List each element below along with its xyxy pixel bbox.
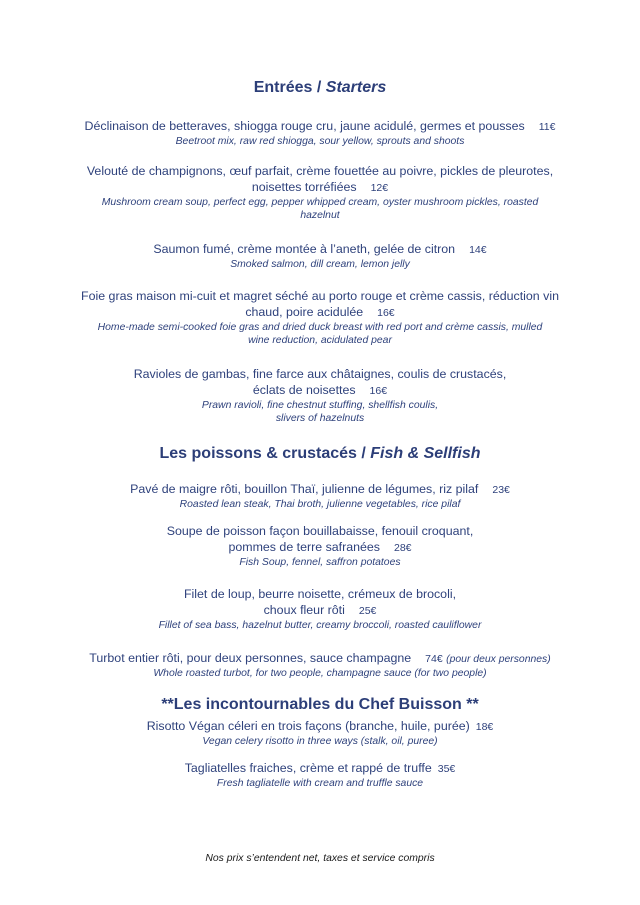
dish-name-en: Smoked salmon, dill cream, lemon jelly xyxy=(230,259,410,270)
menu-item-betteraves xyxy=(60,118,580,148)
menu-item-veloute xyxy=(80,163,560,222)
dish-name-en: Vegan celery risotto in three ways (stalk, oil, puree) xyxy=(202,736,438,747)
dish-name-fr: Velouté de champignons, œuf parfait, crème fouettée au poivre, pickles de pleurotes, xyxy=(86,164,554,178)
dish-name-fr: Pavé de maigre rôti, bouillon Thaï, julienne de légumes, riz pilaf xyxy=(130,482,479,496)
menu-item-tagliatelles xyxy=(80,760,560,790)
dish-name-en-cont: hazelnut xyxy=(300,210,340,221)
dish-price: 23€ xyxy=(492,484,510,496)
dish-name-en: Fresh tagliatelle with cream and truffle sauce xyxy=(216,778,424,789)
section-title-chef: **Les incontournables du Chef Buisson ** xyxy=(161,696,479,713)
section-title-fish: Les poissons & crustacés / Fish & Sellfish xyxy=(159,445,481,462)
dish-price: 12€ xyxy=(370,182,389,194)
dish-name-fr: Soupe de poisson façon bouillabaisse, fenouil croquant, xyxy=(166,524,474,538)
dish-name-fr-cont: éclats de noisettes xyxy=(252,383,356,397)
dish-price: 16€ xyxy=(369,385,388,397)
menu-item-ravioles xyxy=(80,366,560,425)
dish-name-en: Mushroom cream soup, perfect egg, pepper whipped cream, oyster mushroom pickles, roasted xyxy=(101,197,539,208)
menu-item-saumon xyxy=(80,241,560,271)
dish-name-fr-cont: choux fleur rôti xyxy=(263,603,345,617)
menu-item-soupe-poisson xyxy=(80,523,560,569)
dish-name-fr: Tagliatelles fraiches, crème et rappé de truffe xyxy=(184,761,432,775)
footer-note: Nos prix s’entendent net, taxes et service compris xyxy=(205,853,435,864)
dish-name-en: Fish Soup, fennel, saffron potatoes xyxy=(239,557,401,568)
menu-item-loup xyxy=(80,586,560,632)
dish-name-fr: Filet de loup, beurre noisette, crémeux de brocoli, xyxy=(183,587,457,601)
dish-price: 16€ xyxy=(377,307,395,319)
dish-name-en-cont: slivers of hazelnuts xyxy=(275,413,365,424)
dish-name-en: Beetroot mix, raw red shiogga, sour yellow, sprouts and shoots xyxy=(175,136,465,147)
menu-item-risotto xyxy=(80,718,560,748)
dish-name-fr: Foie gras maison mi-cuit et magret séché au porto rouge et crème cassis, réduction vin xyxy=(81,289,559,303)
dish-price: 11€ xyxy=(538,121,556,133)
dish-name-fr-cont: chaud, poire acidulée xyxy=(245,305,364,319)
menu-item-foie-gras xyxy=(80,288,560,347)
dish-name-en: Home-made semi-cooked foie gras and dried duck breast with red port and crème cassis, mulled xyxy=(97,322,543,333)
dish-name-fr-cont: noisettes torréfiées xyxy=(251,180,357,194)
dish-price: 35€ xyxy=(437,763,456,775)
dish-name-en-cont: wine reduction, acidulated pear xyxy=(248,335,392,346)
dish-name-fr: Turbot entier rôti, pour deux personnes, sauce champagne xyxy=(89,651,412,665)
dish-price: 74€ xyxy=(425,653,443,665)
dish-name-en: Roasted lean steak, Thai broth, julienne vegetables, rice pilaf xyxy=(179,499,461,510)
menu-item-turbot xyxy=(40,650,600,680)
dish-price: 18€ xyxy=(475,721,494,733)
menu-item-maigre xyxy=(80,481,560,511)
dish-price-note: (pour deux personnes) xyxy=(446,654,551,665)
dish-price: 28€ xyxy=(393,542,412,554)
dish-name-en: Prawn ravioli, fine chestnut stuffing, shellfish coulis, xyxy=(201,400,439,411)
dish-price: 25€ xyxy=(358,605,377,617)
dish-name-en: Fillet of sea bass, hazelnut butter, creamy broccoli, roasted cauliflower xyxy=(158,620,482,631)
dish-name-fr: Saumon fumé, crème montée à l’aneth, gelée de citron xyxy=(153,242,456,256)
dish-name-fr: Risotto Végan céleri en trois façons (branche, huile, purée) xyxy=(146,719,470,733)
dish-name-fr-cont: pommes de terre safranées xyxy=(228,540,380,554)
section-title-starters: Entrées / Starters xyxy=(253,79,387,96)
dish-name-fr: Ravioles de gambas, fine farce aux châtaignes, coulis de crustacés, xyxy=(133,367,507,381)
dish-price: 14€ xyxy=(469,244,487,256)
dish-name-en: Whole roasted turbot, for two people, champagne sauce (for two people) xyxy=(153,668,487,679)
dish-name-fr: Déclinaison de betteraves, shiogga rouge cru, jaune acidulé, germes et pousses xyxy=(84,119,525,133)
